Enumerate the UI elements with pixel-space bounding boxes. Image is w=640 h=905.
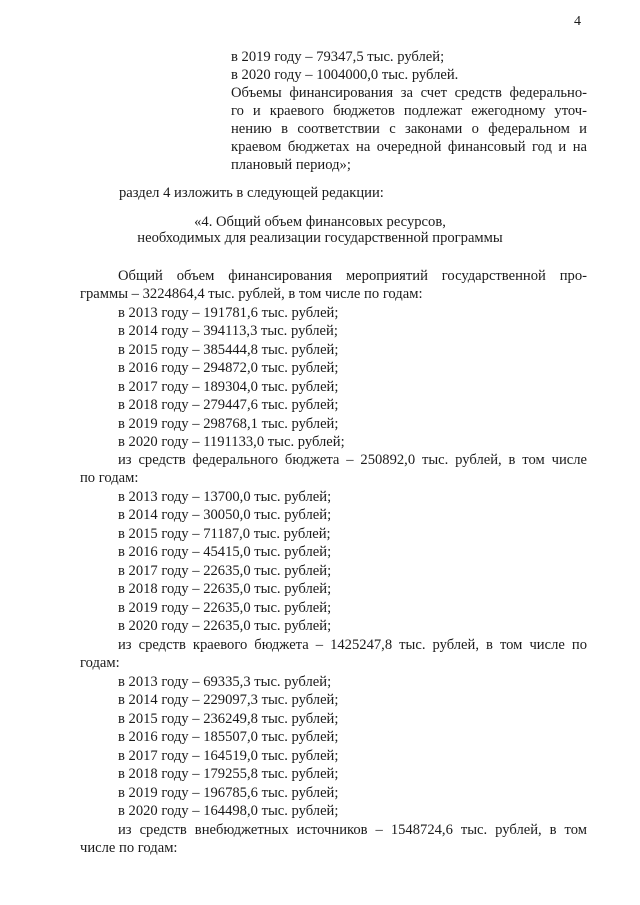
top-line: в 2019 году – 79347,5 тыс. рублей; (231, 49, 445, 65)
year-item: в 2019 году – 22635,0 тыс. рублей; (118, 600, 332, 616)
year-item: в 2017 году – 189304,0 тыс. рублей; (118, 379, 339, 395)
year-item: в 2019 году – 298768,1 тыс. рублей; (118, 416, 339, 432)
paragraph-line: по годам: (80, 470, 139, 486)
year-item: в 2020 году – 164498,0 тыс. рублей; (118, 803, 339, 819)
paragraph-line: из средств внебюджетных источников – 1548724,6 тыс. рублей, в том (118, 822, 587, 838)
year-item: в 2020 году – 22635,0 тыс. рублей; (118, 618, 332, 634)
paragraph-line: числе по годам: (80, 840, 178, 856)
paragraph-line: Общий объем финансирования мероприятий государственной про- (118, 268, 587, 284)
instruction-text: раздел 4 изложить в следующей редакции: (119, 185, 384, 201)
top-line: краевом бюджетах на очередной финансовый год и на (231, 139, 587, 155)
paragraph-line: граммы – 3224864,4 тыс. рублей, в том числе по годам: (80, 286, 423, 302)
year-item: в 2017 году – 22635,0 тыс. рублей; (118, 563, 332, 579)
top-line: в 2020 году – 1004000,0 тыс. рублей. (231, 67, 459, 83)
year-item: в 2020 году – 1191133,0 тыс. рублей; (118, 434, 345, 450)
top-line: нению в соответствии с законами о федеральном и (231, 121, 587, 137)
year-item: в 2019 году – 196785,6 тыс. рублей; (118, 785, 339, 801)
year-item: в 2017 году – 164519,0 тыс. рублей; (118, 748, 339, 764)
year-item: в 2015 году – 385444,8 тыс. рублей; (118, 342, 339, 358)
year-item: в 2016 году – 294872,0 тыс. рублей; (118, 360, 339, 376)
paragraph-line: годам: (80, 655, 120, 671)
paragraph-line: из средств краевого бюджета – 1425247,8 тыс. рублей, в том числе по (118, 637, 587, 653)
year-item: в 2014 году – 394113,3 тыс. рублей; (118, 323, 338, 339)
year-item: в 2018 году – 279447,6 тыс. рублей; (118, 397, 339, 413)
top-line: го и краевого бюджетов подлежат ежегодному уточ- (231, 103, 587, 119)
year-item: в 2014 году – 30050,0 тыс. рублей; (118, 507, 332, 523)
page-number: 4 (574, 14, 581, 29)
year-item: в 2013 году – 69335,3 тыс. рублей; (118, 674, 332, 690)
year-item: в 2013 году – 191781,6 тыс. рублей; (118, 305, 339, 321)
top-line: плановый период»; (231, 157, 351, 173)
year-item: в 2018 году – 179255,8 тыс. рублей; (118, 766, 339, 782)
top-line: Объемы финансирования за счет средств федерально- (231, 85, 587, 101)
year-item: в 2013 году – 13700,0 тыс. рублей; (118, 489, 332, 505)
year-item: в 2015 году – 71187,0 тыс. рублей; (118, 526, 331, 542)
year-item: в 2014 году – 229097,3 тыс. рублей; (118, 692, 339, 708)
year-item: в 2015 году – 236249,8 тыс. рублей; (118, 711, 339, 727)
year-item: в 2018 году – 22635,0 тыс. рублей; (118, 581, 332, 597)
year-item: в 2016 году – 185507,0 тыс. рублей; (118, 729, 339, 745)
section-title-line: «4. Общий объем финансовых ресурсов, (194, 214, 446, 230)
year-item: в 2016 году – 45415,0 тыс. рублей; (118, 544, 332, 560)
paragraph-line: из средств федерального бюджета – 250892,0 тыс. рублей, в том числе (118, 452, 587, 468)
section-title-line: необходимых для реализации государственной программы (137, 230, 503, 246)
